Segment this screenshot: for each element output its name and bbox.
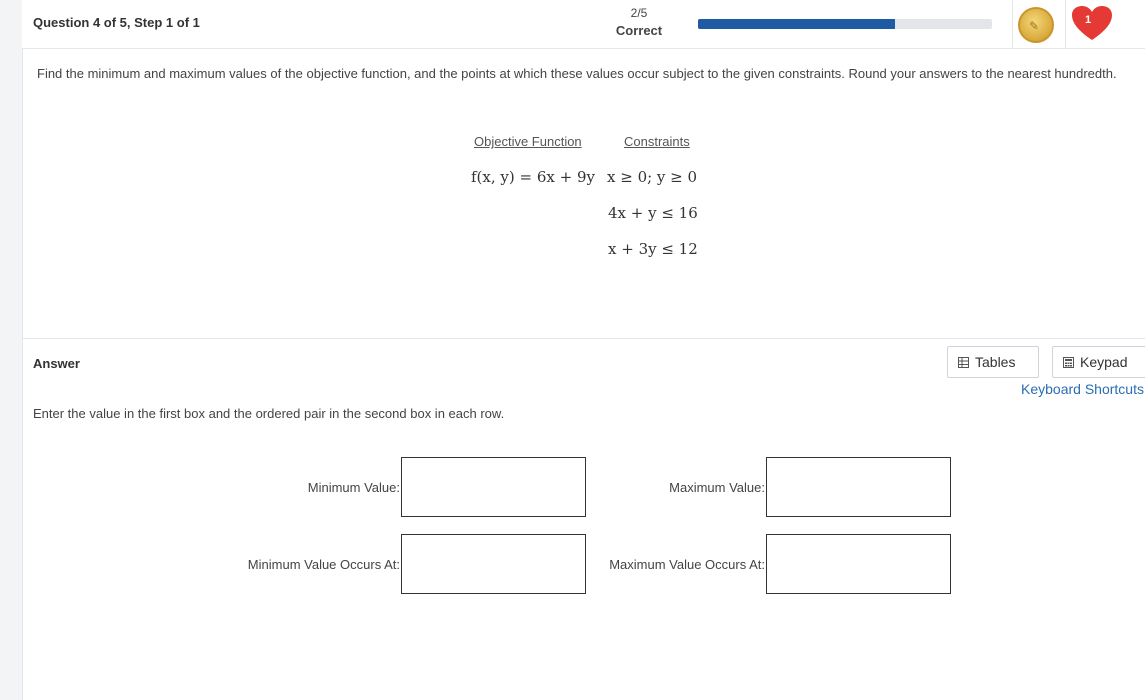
max-at-input[interactable] [766, 534, 951, 594]
left-gutter [0, 0, 23, 700]
progress-bar [698, 19, 992, 29]
lives-count: 1 [1085, 14, 1092, 26]
keyboard-shortcuts-link[interactable]: Keyboard Shortcuts [1021, 381, 1144, 397]
keypad-icon [1063, 357, 1074, 368]
min-value-input[interactable] [401, 457, 586, 517]
section-divider [22, 338, 1145, 339]
coin-icon[interactable]: ✎ [1018, 7, 1054, 43]
tables-button[interactable] [947, 346, 1039, 378]
score-status: Correct [615, 23, 663, 38]
constraint-1: x ≥ 0; y ≥ 0 [607, 168, 698, 186]
min-value-label: Minimum Value: [307, 480, 400, 495]
score-value: 2/5 [630, 6, 648, 20]
constraint-3: x + 3y ≤ 12 [608, 240, 698, 258]
max-value-input[interactable] [766, 457, 951, 517]
answer-label: Answer [33, 356, 80, 371]
coin-area [1012, 0, 1066, 48]
objective-function: f(x, y) = 6x + 9y [471, 168, 595, 186]
max-at-label: Maximum Value Occurs At: [609, 557, 765, 572]
question-prompt: Find the minimum and maximum values of the objective function, and the points at which these values occur subject to the given constraints. Round your answers to the nearest hundredth. [37, 66, 1117, 81]
answer-instructions: Enter the value in the first box and the ordered pair in the second box in each row. [33, 406, 505, 421]
question-header [22, 0, 1145, 49]
keypad-button[interactable] [1052, 346, 1145, 378]
objective-heading: Objective Function [474, 134, 582, 149]
score-display [607, 5, 671, 39]
table-icon [958, 357, 969, 368]
keypad-label: Keypad [1080, 354, 1128, 370]
max-value-label: Maximum Value: [669, 480, 765, 495]
tables-label: Tables [975, 354, 1016, 370]
constraint-2: 4x + y ≤ 16 [608, 204, 698, 222]
progress-fill [698, 19, 895, 29]
question-label: Question 4 of 5, Step 1 of 1 [33, 15, 200, 30]
problem-statement [0, 128, 1145, 268]
constraints-heading: Constraints [624, 134, 690, 149]
min-at-label: Minimum Value Occurs At: [247, 557, 400, 572]
heart-icon[interactable] [1069, 4, 1115, 44]
min-at-input[interactable] [401, 534, 586, 594]
